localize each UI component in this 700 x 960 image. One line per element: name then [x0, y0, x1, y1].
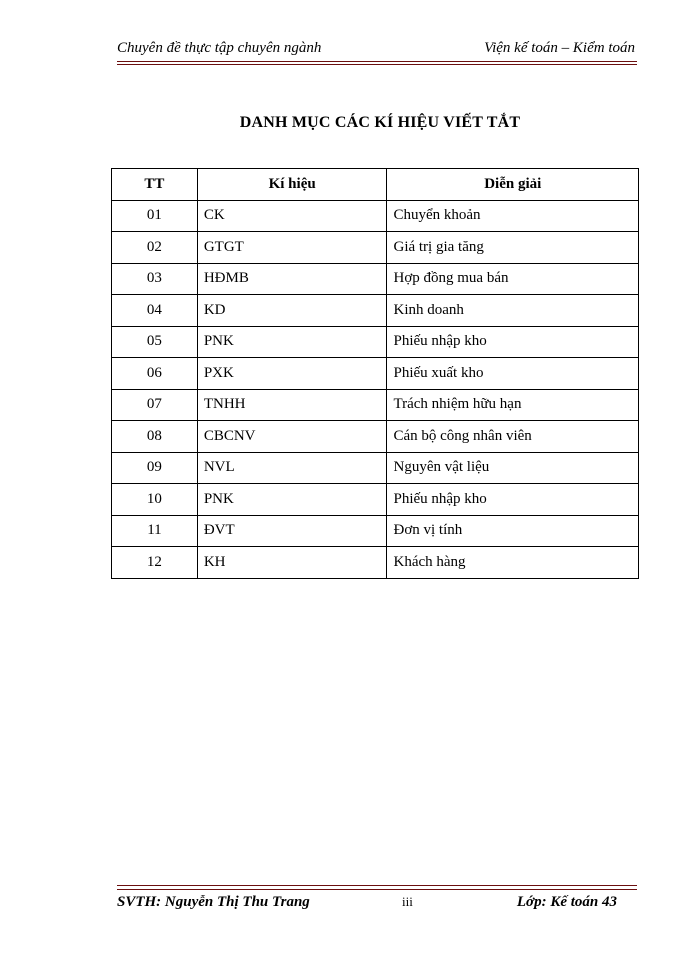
cell-ki-hieu: HĐMB	[197, 263, 387, 295]
table-row	[112, 452, 639, 484]
cell-dien-giai: Phiếu nhập kho	[387, 484, 639, 516]
footer-student-name: SVTH: Nguyễn Thị Thu Trang	[117, 894, 310, 910]
table-row	[112, 358, 639, 390]
cell-dien-giai: Khách hàng	[387, 547, 639, 579]
table-row	[112, 515, 639, 547]
table-row	[112, 326, 639, 358]
cell-ki-hieu: PXK	[197, 358, 387, 390]
cell-dien-giai: Phiếu xuất kho	[387, 358, 639, 390]
abbreviation-table	[111, 168, 639, 579]
cell-tt: 06	[112, 358, 198, 390]
cell-tt: 12	[112, 547, 198, 579]
table-row	[112, 547, 639, 579]
column-header-tt: TT	[112, 169, 198, 201]
table-row	[112, 484, 639, 516]
page-number: iii	[402, 894, 413, 909]
cell-dien-giai: Hợp đồng mua bán	[387, 263, 639, 295]
cell-dien-giai: Giá trị gia tăng	[387, 232, 639, 264]
cell-dien-giai: Đơn vị tính	[387, 515, 639, 547]
cell-tt: 01	[112, 200, 198, 232]
cell-tt: 11	[112, 515, 198, 547]
cell-dien-giai: Nguyên vật liệu	[387, 452, 639, 484]
cell-ki-hieu: GTGT	[197, 232, 387, 264]
footer-class-name: Lớp: Kế toán 43	[516, 894, 617, 910]
cell-tt: 08	[112, 421, 198, 453]
cell-dien-giai: Cán bộ công nhân viên	[387, 421, 639, 453]
cell-dien-giai: Chuyển khoản	[387, 200, 639, 232]
table-row	[112, 421, 639, 453]
cell-tt: 10	[112, 484, 198, 516]
cell-tt: 09	[112, 452, 198, 484]
header-left-text: Chuyên đề thực tập chuyên ngành	[117, 40, 322, 56]
cell-ki-hieu: KH	[197, 547, 387, 579]
table-row	[112, 295, 639, 327]
cell-ki-hieu: KD	[197, 295, 387, 327]
column-header-dien-giai: Diễn giải	[387, 169, 639, 201]
cell-ki-hieu: CK	[197, 200, 387, 232]
page-header	[117, 40, 637, 62]
column-header-ki-hieu: Kí hiệu	[197, 169, 387, 201]
cell-ki-hieu: NVL	[197, 452, 387, 484]
cell-dien-giai: Phiếu nhập kho	[387, 326, 639, 358]
cell-tt: 03	[112, 263, 198, 295]
cell-tt: 04	[112, 295, 198, 327]
table-row	[112, 232, 639, 264]
cell-tt: 05	[112, 326, 198, 358]
table-header-row	[112, 169, 639, 201]
table-row	[112, 389, 639, 421]
page-footer	[117, 894, 637, 916]
table-row	[112, 200, 639, 232]
cell-tt: 02	[112, 232, 198, 264]
page-title: DANH MỤC CÁC KÍ HIỆU VIẾT TẮT	[239, 114, 521, 131]
cell-ki-hieu: CBCNV	[197, 421, 387, 453]
cell-ki-hieu: PNK	[197, 484, 387, 516]
table-row	[112, 263, 639, 295]
cell-dien-giai: Trách nhiệm hữu hạn	[387, 389, 639, 421]
cell-dien-giai: Kinh doanh	[387, 295, 639, 327]
cell-ki-hieu: ĐVT	[197, 515, 387, 547]
cell-ki-hieu: TNHH	[197, 389, 387, 421]
header-right-text: Viện kế toán – Kiểm toán	[484, 40, 635, 56]
cell-tt: 07	[112, 389, 198, 421]
header-rule	[117, 61, 637, 65]
footer-rule	[117, 885, 637, 890]
cell-ki-hieu: PNK	[197, 326, 387, 358]
